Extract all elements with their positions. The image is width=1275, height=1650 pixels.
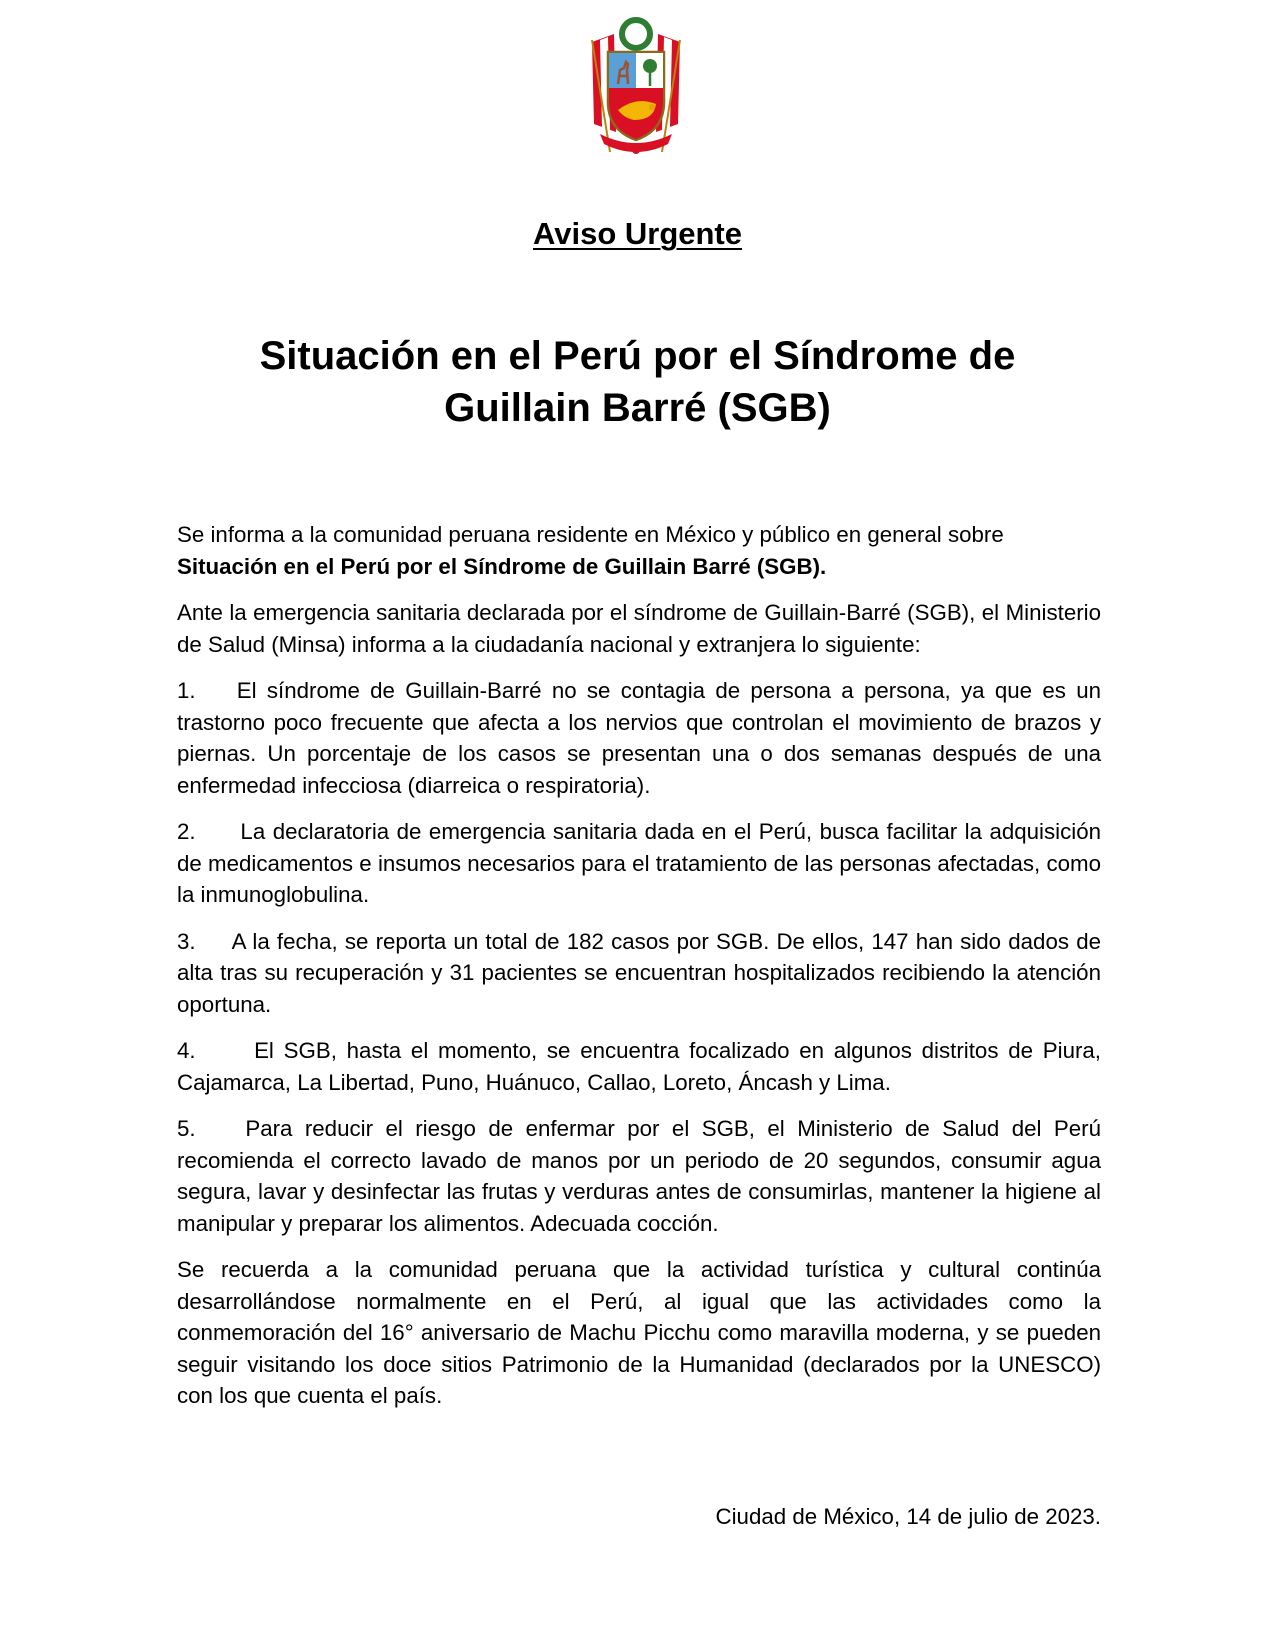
list-item-5 [177,1113,1101,1239]
list-item-number: 4. [177,1038,196,1063]
list-item-4 [177,1035,1101,1098]
peru-coat-of-arms-icon [570,12,702,162]
list-item-text: A la fecha, se reporta un total de 182 casos por SGB. De ellos, 147 han sido dados de alta tras su recuperación y 31 pacientes se encuentran hospitalizados recibiendo la atención oportuna. [177,928,1101,1017]
list-item-text: Para reducir el riesgo de enfermar por el SGB, el Ministerio de Salud del Perú recomienda el correcto lavado de manos por un periodo de 20 segundos, consumir agua segura, lavar y desinfectar las frutas y verduras antes de consumirlas, mantener la higiene al manipular y preparar los alimentos. Adecuada cocción. [177,1116,1101,1236]
list-item-3 [177,926,1101,1021]
list-item-number: 3. [177,928,196,954]
shield-icon [608,52,664,140]
wreath-icon [622,20,650,48]
intro-paragraph [177,519,1101,582]
list-item-text: El síndrome de Guillain-Barré no se contagia de persona a persona, ya que es un trastorno poco frecuente que afecta a los nervios que controlan el movimiento de brazos y piernas. Un porcentaje de los casos se presentan una o dos semanas después de una enfermedad infecciosa (diarreica o respiratoria). [177,678,1102,798]
document-title [200,330,1075,434]
list-item-text: El SGB, hasta el momento, se encuentra focalizado en algunos distritos de Piura, Cajamarca, La Libertad, Puno, Huánuco, Callao, Loreto, Áncash y Lima. [177,1038,1101,1095]
list-item-number: 2. [177,819,196,844]
list-item-text: La declaratoria de emergencia sanitaria dada en el Perú, busca facilitar la adquisición de medicamentos e insumos necesarios para el tratamiento de las personas afectadas, como la inmunoglobulina. [177,819,1102,907]
notice-label: Aviso Urgente [532,216,742,251]
intro-bold-topic: Situación en el Perú por el Síndrome de Guillain Barré (SGB) [177,553,821,579]
intro-end: . [820,553,827,579]
title-line-2: Guillain Barré (SGB) [444,386,831,430]
place-date-signature: Ciudad de México, 14 de julio de 2023. [715,1504,1101,1529]
list-item-number: 5. [177,1116,196,1141]
closing-paragraph: Se recuerda a la comunidad peruana que la actividad turística y cultural continúa desarrollándose normalmente en el Perú, al igual que las actividades como la conmemoración del 16° aniversario de Machu Picchu como maravilla moderna, y se pueden seguir visitando los doce sitios Patrimonio de la Humanidad (declarados por la UNESCO) con los que cuenta el país. [177,1257,1101,1408]
lead-paragraph: Ante la emergencia sanitaria declarada por el síndrome de Guillain-Barré (SGB), el Ministerio de Salud (Minsa) informa a la ciudadanía nacional y extranjera lo siguiente: [177,600,1101,657]
list-item-number: 1. [177,678,196,703]
intro-text: Se informa a la comunidad peruana residente en México y público en general sobre [177,522,1004,547]
title-line-1: Situación en el Perú por el Síndrome de [259,334,1016,378]
list-item-1 [177,675,1101,801]
document-body [177,519,1101,1427]
list-item-2 [177,816,1101,911]
